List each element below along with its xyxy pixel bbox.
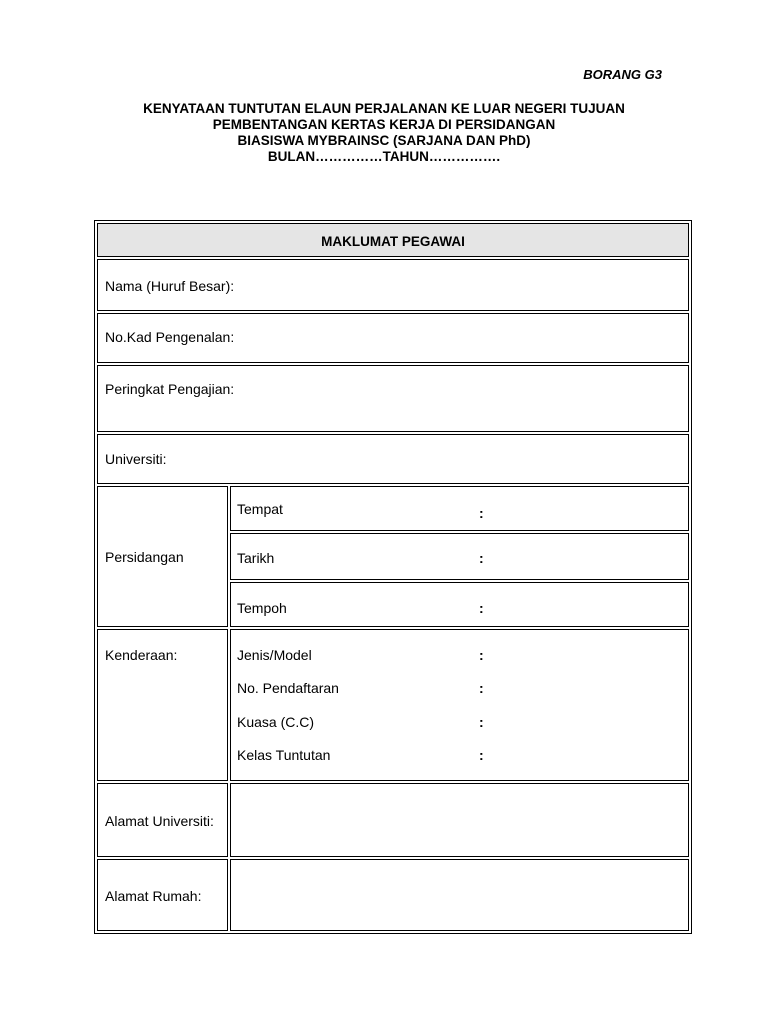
persidangan-tempoh-row[interactable] [230, 582, 689, 627]
universiti-field[interactable] [97, 434, 689, 484]
heading-line-1: KENYATAAN TUNTUTAN ELAUN PERJALANAN KE LUAR NEGERI TUJUAN [143, 101, 625, 116]
jenis-model-label: Jenis/Model [237, 647, 312, 663]
tarikh-colon: : [479, 550, 484, 566]
alamat-universiti-label-cell [97, 783, 228, 857]
section-title: MAKLUMAT PEGAWAI [321, 234, 465, 249]
jenis-model-colon: : [479, 647, 484, 663]
kenderaan-label-cell [97, 629, 228, 781]
alamat-universiti-field[interactable] [230, 783, 689, 857]
nama-field[interactable] [97, 259, 689, 311]
tempat-colon: : [479, 505, 484, 521]
section-header [97, 223, 689, 257]
kelas-tuntutan-label: Kelas Tuntutan [237, 747, 331, 763]
kuasa-label: Kuasa (C.C) [237, 714, 315, 730]
kelas-tuntutan-colon: : [479, 747, 484, 763]
peringkat-pengajian-field[interactable] [97, 365, 689, 432]
persidangan-label: Persidangan [105, 549, 184, 565]
tempat-label: Tempat [237, 501, 283, 517]
kenderaan-details-cell[interactable] [230, 629, 689, 781]
alamat-rumah-label-cell [97, 859, 228, 931]
tempoh-colon: : [479, 600, 484, 616]
universiti-label: Universiti: [105, 451, 167, 467]
peringkat-pengajian-label: Peringkat Pengajian: [105, 381, 235, 397]
persidangan-label-cell [97, 486, 228, 627]
kad-pengenalan-field[interactable] [97, 313, 689, 363]
no-pendaftaran-colon: : [479, 680, 484, 696]
no-pendaftaran-label: No. Pendaftaran [237, 680, 339, 696]
heading-line-4: BULAN……………TAHUN……………. [267, 149, 501, 164]
form-code: BORANG G3 [583, 67, 662, 82]
alamat-universiti-label: Alamat Universiti: [105, 813, 214, 829]
tarikh-label: Tarikh [237, 550, 275, 566]
heading-line-2: PEMBENTANGAN KERTAS KERJA DI PERSIDANGAN [212, 117, 556, 132]
nama-label: Nama (Huruf Besar): [105, 278, 235, 294]
tempoh-label: Tempoh [237, 600, 287, 616]
kuasa-colon: : [479, 714, 484, 730]
kad-pengenalan-label: No.Kad Pengenalan: [105, 329, 235, 345]
form-heading [0, 101, 768, 165]
persidangan-tempat-row[interactable] [230, 486, 689, 531]
alamat-rumah-label: Alamat Rumah: [105, 888, 202, 904]
heading-line-3: BIASISWA MYBRAINSC (SARJANA DAN PhD) [237, 133, 531, 148]
alamat-rumah-field[interactable] [230, 859, 689, 931]
persidangan-tarikh-row[interactable] [230, 533, 689, 580]
kenderaan-label: Kenderaan: [105, 647, 178, 663]
